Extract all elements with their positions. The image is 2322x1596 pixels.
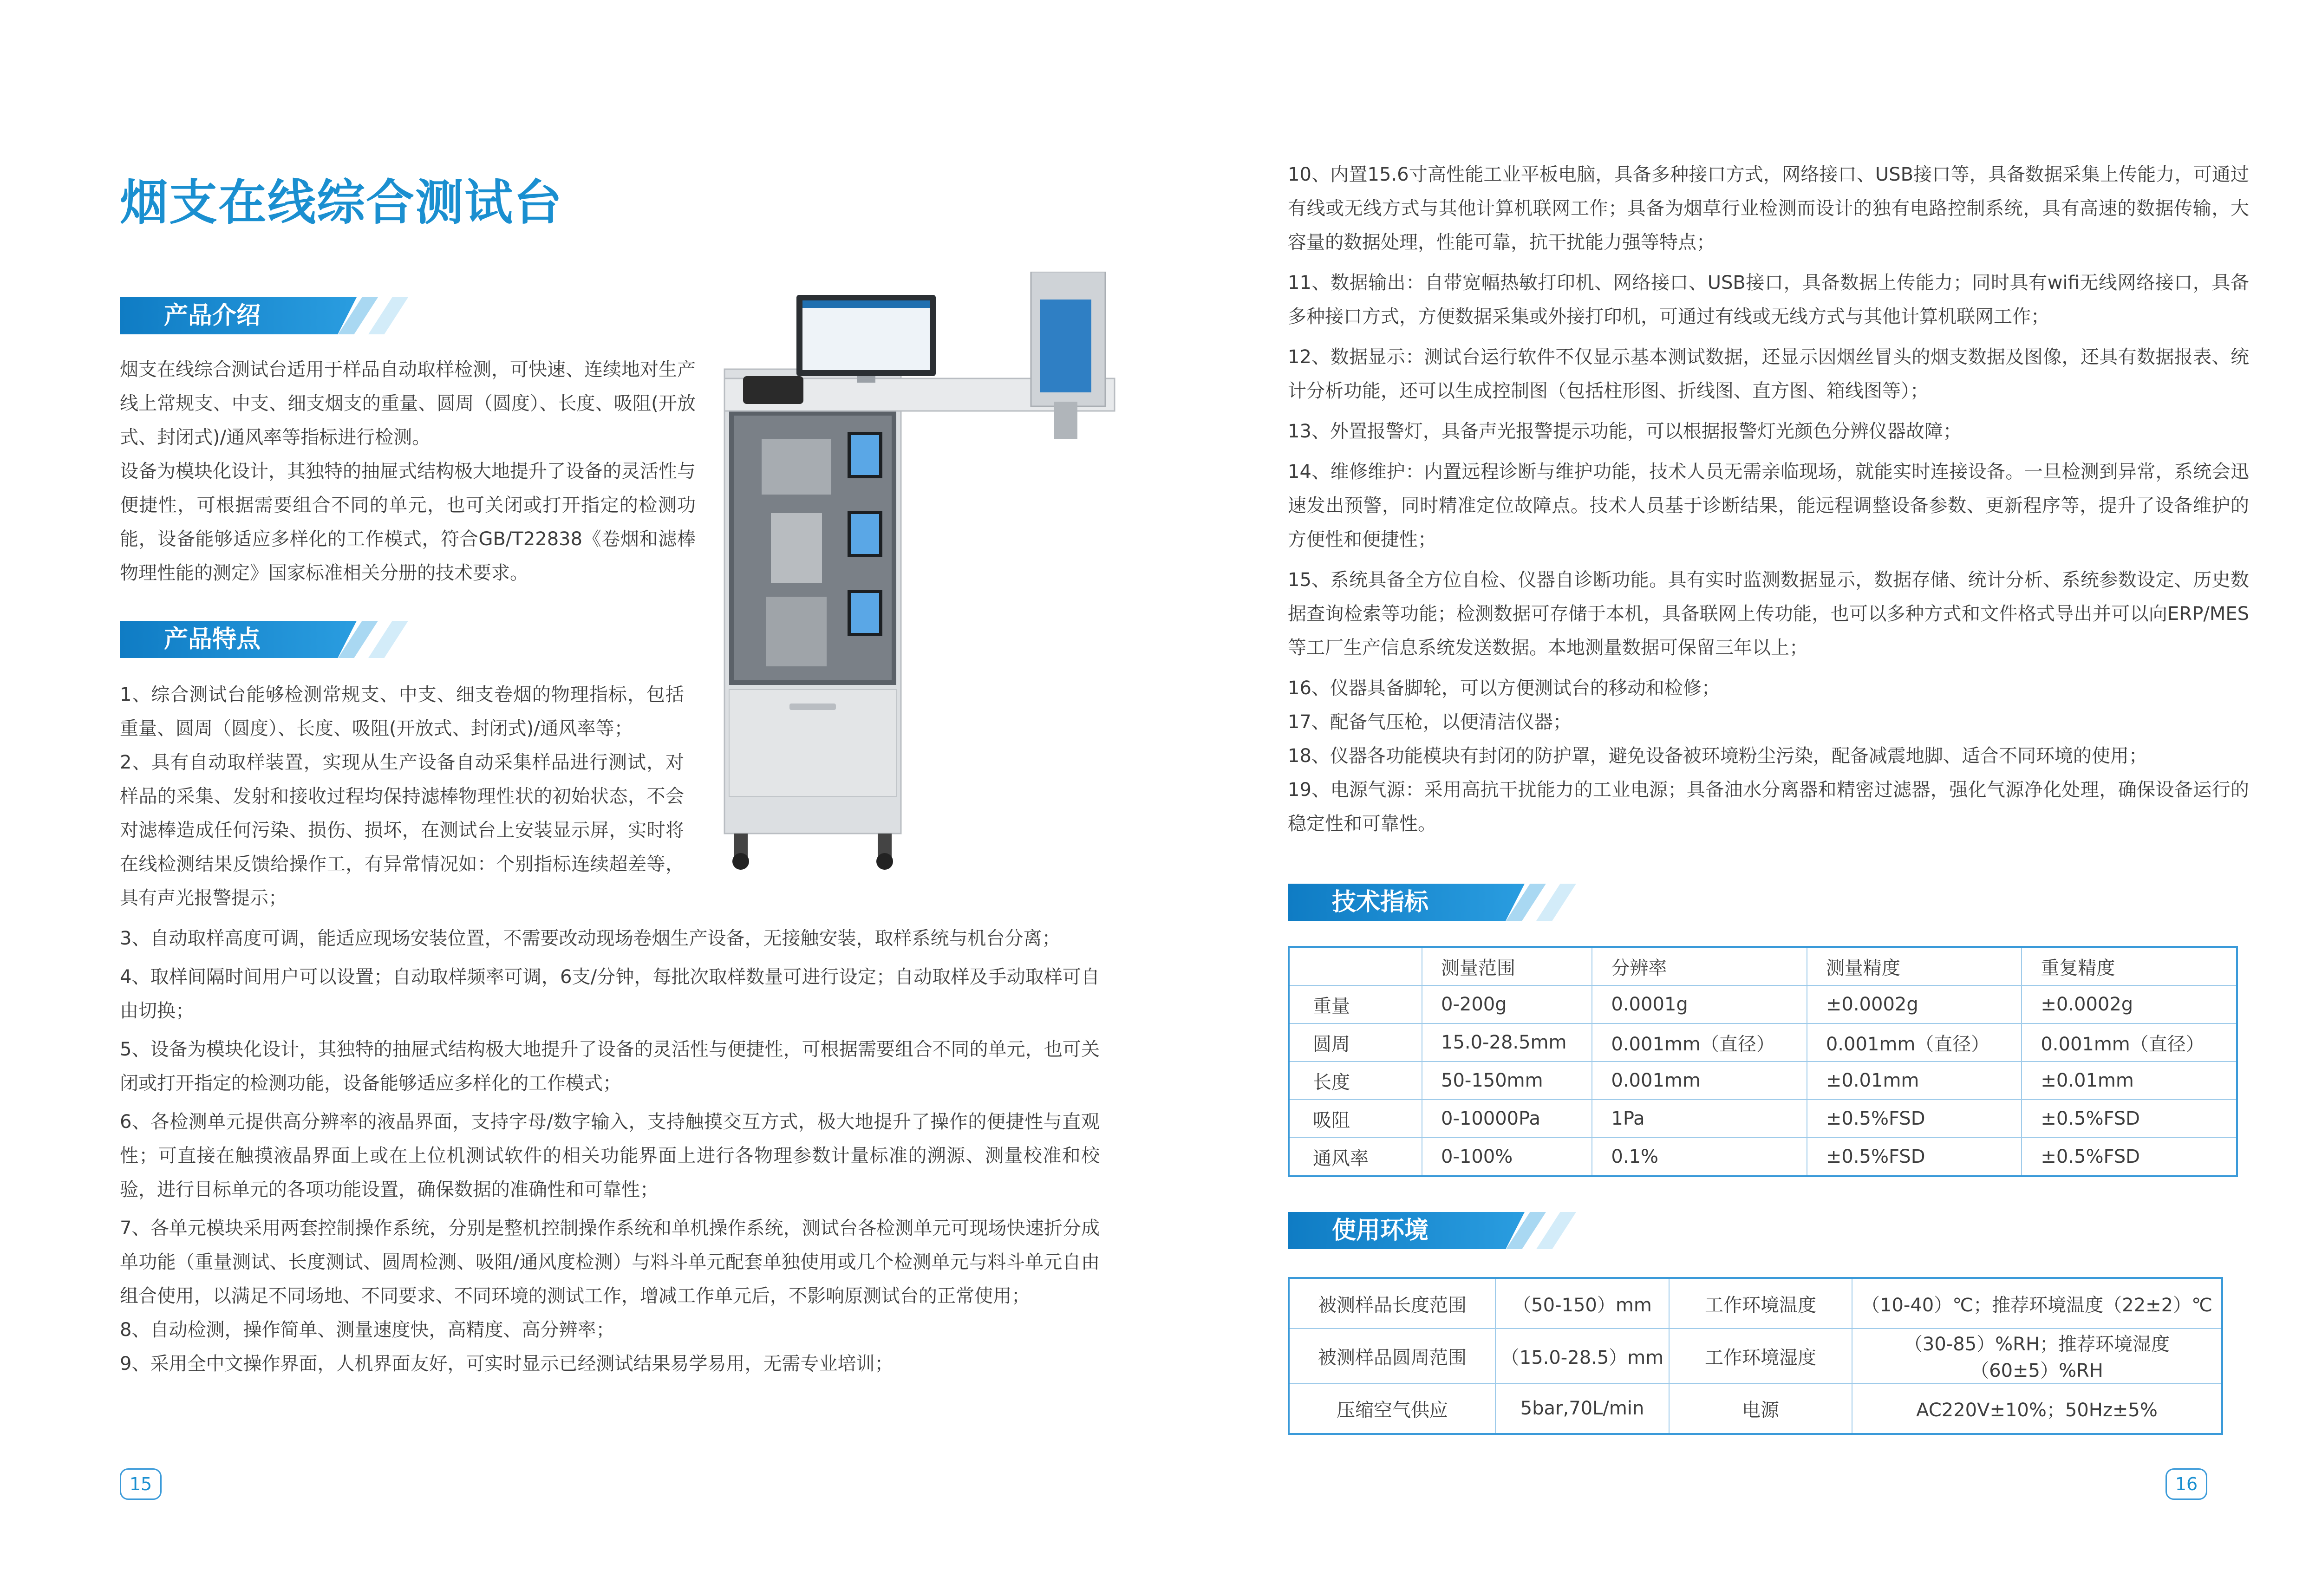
table-cell: 0.001mm（直径）	[1807, 1023, 2022, 1062]
table-cell: 5bar,70L/min	[1495, 1383, 1669, 1434]
spec-section-header	[1288, 884, 1585, 921]
table-cell: 0-10000Pa	[1422, 1100, 1592, 1138]
env-table	[1288, 1277, 2223, 1435]
intro-heading: 产品介绍	[164, 302, 261, 330]
table-row	[1289, 1138, 2237, 1176]
table-cell: 0.001mm（直径）	[2022, 1023, 2237, 1062]
table-cell: 通风率	[1289, 1138, 1422, 1176]
table-cell: ±0.01mm	[2022, 1062, 2237, 1100]
table-cell: 重量	[1289, 985, 1422, 1023]
table-header-cell	[1289, 947, 1422, 985]
feature-3-9-block	[120, 922, 1100, 1381]
table-cell: 工作环境湿度	[1669, 1329, 1852, 1383]
table-header-cell: 重复精度	[2022, 947, 2237, 985]
feature-item: 4、取样间隔时间用户可以设置；自动取样频率可调，6支/分钟，每批次取样数量可进行设定；自动取样及手动取样可自由切换；	[120, 966, 1100, 1022]
feature-item: 12、数据显示：测试台运行软件不仅显示基本测试数据，还显示因烟丝冒头的烟支数据及图像，还具有数据报表、统计分析功能，还可以生成控制图（包括柱形图、折线图、直方图、箱线图等）；	[1288, 346, 2249, 402]
spec-table	[1288, 946, 2238, 1177]
table-header-cell: 测量精度	[1807, 947, 2022, 985]
right-page	[1168, 0, 2322, 1596]
table-cell: 0.1%	[1592, 1138, 1807, 1176]
feature-item: 6、各检测单元提供高分辨率的液晶界面，支持字母/数字输入，支持触摸交互方式，极大地提升了操作的便捷性与直观性；可直接在触摸液晶界面上或在上位机测试软件的相关功能界面上进行各物理参数计量标准的溯源、测量校准和校验，进行目标单元的各项功能设置，确保数据的准确性和可靠性；	[120, 1111, 1100, 1200]
table-cell: 工作环境温度	[1669, 1278, 1852, 1329]
table-cell: 0.0001g	[1592, 985, 1807, 1023]
table-cell: 0-200g	[1422, 985, 1592, 1023]
table-cell: 15.0-28.5mm	[1422, 1023, 1592, 1062]
feature-item: 13、外置报警灯，具备声光报警提示功能，可以根据报警灯光颜色分辨仪器故障；	[1288, 421, 1962, 442]
product-image	[715, 272, 1152, 878]
table-cell: 吸阻	[1289, 1100, 1422, 1138]
table-cell: （30-85）%RH；推荐环境湿度（60±5）%RH	[1852, 1329, 2222, 1383]
table-cell: 长度	[1289, 1062, 1422, 1100]
table-cell: ±0.5%FSD	[2022, 1100, 2237, 1138]
table-cell: 压缩空气供应	[1289, 1383, 1495, 1434]
table-cell: 被测样品圆周范围	[1289, 1329, 1495, 1383]
feature-10-19-block	[1288, 158, 2249, 841]
table-cell: ±0.5%FSD	[1807, 1138, 2022, 1176]
feature-item: 14、维修维护：内置远程诊断与维护功能，技术人员无需亲临现场，就能实时连接设备。一旦检测到异常，系统会迅速发出预警，同时精准定位故障点。技术人员基于诊断结果，能远程调整设备参数、更新程序等，提升了设备维护的方便性和便捷性；	[1288, 461, 2249, 550]
page-number: 16	[2165, 1468, 2207, 1500]
table-cell: 0-100%	[1422, 1138, 1592, 1176]
feature-item: 9、采用全中文操作界面，人机界面友好，可实时显示已经测试结果易学易用，无需专业培训；	[120, 1353, 894, 1375]
env-heading: 使用环境	[1332, 1217, 1429, 1244]
table-cell: AC220V±10%；50Hz±5%	[1852, 1383, 2222, 1434]
table-cell: 0.001mm	[1592, 1062, 1807, 1100]
intro-paragraph: 烟支在线综合测试台适用于样品自动取样检测，可快速、连续地对生产线上常规支、中支、细支烟支的重量、圆周（圆度）、长度、吸阻(开放式、封闭式)/通风率等指标进行检测。	[120, 359, 696, 448]
feature-item: 16、仪器具备脚轮，可以方便测试台的移动和检修；	[1288, 677, 1720, 699]
table-cell: 电源	[1669, 1383, 1852, 1434]
table-cell: 0.001mm（直径）	[1592, 1023, 1807, 1062]
table-cell: 1Pa	[1592, 1100, 1807, 1138]
table-cell: 圆周	[1289, 1023, 1422, 1062]
feature-item: 15、系统具备全方位自检、仪器自诊断功能。具有实时监测数据显示，数据存储、统计分析、系统参数设定、历史数据查询检索等功能；检测数据可存储于本机，具备联网上传功能，也可以多种方式和文件格式导出并可以向ERP/MES等工厂生产信息系统发送数据。本地测量数据可保留三年以上；	[1288, 569, 2249, 658]
feature-item: 7、各单元模块采用两套控制操作系统，分别是整机控制操作系统和单机操作系统，测试台各检测单元可现场快速折分成单功能（重量测试、长度测试、圆周检测、吸阻/通风度检测）与料斗单元配套单独使用或几个检测单元与料斗单元自由组合使用，以满足不同场地、不同要求、不同环境的测试工作，增减工作单元后，不影响原测试台的正常使用；	[120, 1218, 1100, 1307]
spec-heading: 技术指标	[1332, 888, 1429, 916]
intro-paragraph-2: 设备为模块化设计，其独特的抽屉式结构极大地提升了设备的灵活性与便捷性，可根据需要组合不同的单元，也可关闭或打开指定的检测功能，设备能够适应多样化的工作模式，符合GB/T22838《卷烟和滤棒物理性能的测定》国家标准相关分册的技术要求。	[120, 461, 696, 584]
env-section-header	[1288, 1212, 1585, 1249]
table-cell: ±0.0002g	[1807, 985, 2022, 1023]
page-number: 15	[120, 1468, 162, 1500]
feature-item: 10、内置15.6寸高性能工业平板电脑，具备多种接口方式，网络接口、USB接口等，具备数据采集上传能力，可通过有线或无线方式与其他计算机联网工作；具备为烟草行业检测而设计的独有电路控制系统，具有高速的数据传输，大容量的数据处理，性能可靠，抗干扰能力强等特点；	[1288, 164, 2249, 253]
feature-item: 3、自动取样高度可调，能适应现场安装位置，不需要改动现场卷烟生产设备，无接触安装，取样系统与机台分离；	[120, 928, 1061, 949]
feature-item: 2、具有自动取样装置，实现从生产设备自动采集样品进行测试，对样品的采集、发射和接收过程均保持滤棒物理性状的初始状态，不会对滤棒造成任何污染、损伤、损坏，在测试台上安装显示屏，实时将在线检测结果反馈给操作工，有异常情况如：个别指标连续超差等，具有声光报警提示；	[120, 752, 684, 909]
table-row	[1289, 1100, 2237, 1138]
page-title: 烟支在线综合测试台	[120, 174, 563, 231]
table-header-cell: 分辨率	[1592, 947, 1807, 985]
feature-item: 19、电源气源：采用高抗干扰能力的工业电源；具备油水分离器和精密过滤器，强化气源净化处理，确保设备运行的稳定性和可靠性。	[1288, 779, 2249, 834]
table-cell: ±0.5%FSD	[2022, 1138, 2237, 1176]
table-header-row	[1289, 947, 2237, 985]
feature-1-2-block	[120, 678, 684, 915]
feature-item: 18、仪器各功能模块有封闭的防护罩，避免设备被环境粉尘污染，配备减震地脚、适合不同环境的使用；	[1288, 745, 2147, 767]
table-cell: 50-150mm	[1422, 1062, 1592, 1100]
features-heading: 产品特点	[164, 625, 261, 653]
table-row	[1289, 1329, 2222, 1383]
feature-item: 11、数据输出：自带宽幅热敏打印机、网络接口、USB接口，具备数据上传能力；同时具有wifi无线网络接口，具备多种接口方式，方便数据采集或外接打印机，可通过有线或无线方式与其他计算机联网工作；	[1288, 272, 2249, 327]
feature-item: 8、自动检测，操作简单、测量速度快，高精度、高分辨率；	[120, 1319, 615, 1341]
feature-item: 5、设备为模块化设计，其独特的抽屉式结构极大地提升了设备的灵活性与便捷性，可根据需要组合不同的单元，也可关闭或打开指定的检测功能，设备能够适应多样化的工作模式；	[120, 1039, 1100, 1094]
intro-text	[120, 353, 696, 590]
table-cell: （50-150）mm	[1495, 1278, 1669, 1329]
table-cell: ±0.5%FSD	[1807, 1100, 2022, 1138]
feature-item: 1、综合测试台能够检测常规支、中支、细支卷烟的物理指标，包括重量、圆周（圆度）、长度、吸阻(开放式、封闭式)/通风率等；	[120, 684, 684, 739]
table-cell: ±0.01mm	[1807, 1062, 2022, 1100]
table-cell: ±0.0002g	[2022, 985, 2237, 1023]
table-row	[1289, 985, 2237, 1023]
table-row	[1289, 1062, 2237, 1100]
intro-section-header	[120, 297, 417, 334]
feature-item: 17、配备气压枪，以便清洁仪器；	[1288, 711, 1572, 733]
features-section-header	[120, 621, 417, 658]
table-cell: （15.0-28.5）mm	[1495, 1329, 1669, 1383]
table-cell: 被测样品长度范围	[1289, 1278, 1495, 1329]
table-row	[1289, 1383, 2222, 1434]
table-row	[1289, 1278, 2222, 1329]
table-cell: （10-40）℃；推荐环境温度（22±2）℃	[1852, 1278, 2222, 1329]
table-header-cell: 测量范围	[1422, 947, 1592, 985]
table-row	[1289, 1023, 2237, 1062]
